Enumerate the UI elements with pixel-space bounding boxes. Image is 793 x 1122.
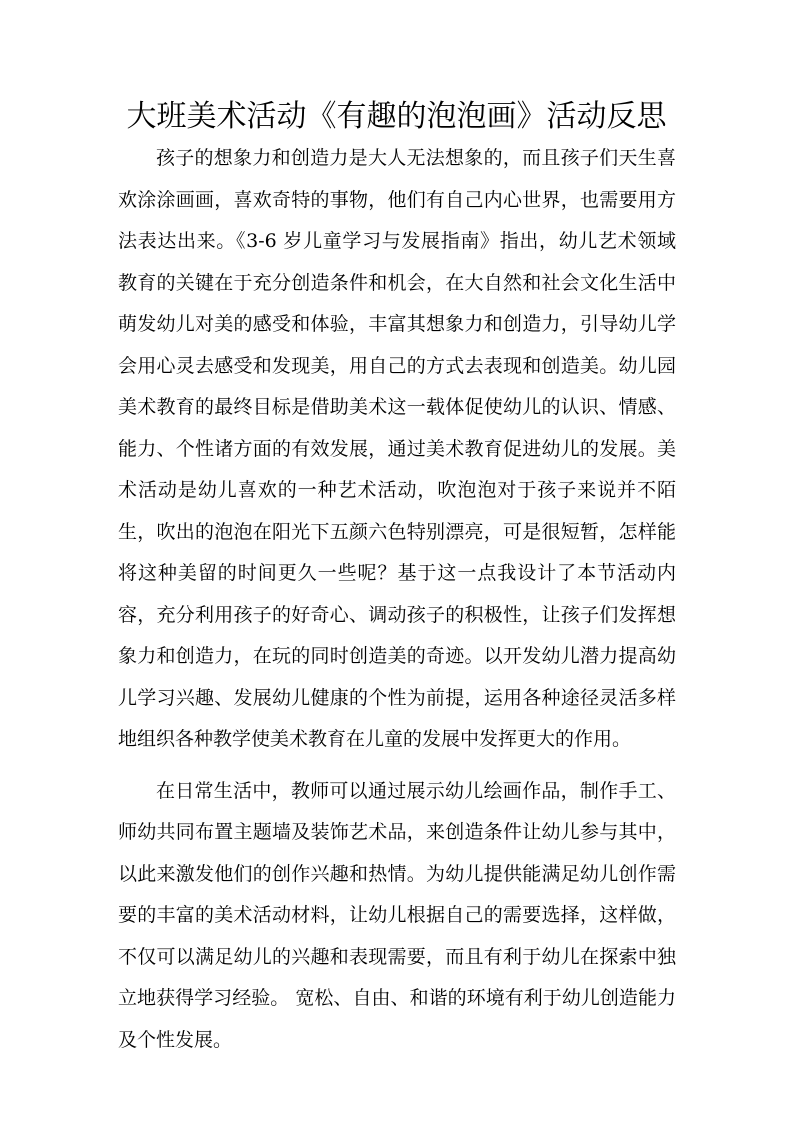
document-body bbox=[118, 138, 676, 1061]
document-title: 大班美术活动《有趣的泡泡画》活动反思 bbox=[126, 99, 667, 134]
paragraph-1: 孩子的想象力和创造力是大人无法想象的，而且孩子们天生喜欢涂涂画画，喜欢奇特的事物，他们有自己内心世界，也需要用方法表达出来。《3-6 岁儿童学习与发展指南》指出，幼儿艺术领域教育的关键在于充分创造条件和机会，在大自然和社会文化生活中萌发幼儿对美的感受和体验，丰富其想象力和创造力，引导幼儿学会用心灵去感受和发现美，用自己的方式去表现和创造美。幼儿园美术教育的最终目标是借助美术这一载体促使幼儿的认识、情感、能力、个性诸方面的有效发展，通过美术教育促进幼儿的发展。美术活动是幼儿喜欢的一种艺术活动，吹泡泡对于孩子来说并不陌生，吹出的泡泡在阳光下五颜六色特别漂亮，可是很短暂，怎样能将这种美留的时间更久一些呢？基于这一点我设计了本节活动内容，充分利用孩子的好奇心、调动孩子的积极性，让孩子们发挥想象力和创造力，在玩的同时创造美的奇迹。以开发幼儿潜力提高幼儿学习兴趣、发展幼儿健康的个性为前提，运用各种途径灵活多样地组织各种教学使美术教育在儿童的发展中发挥更大的作用。 bbox=[118, 147, 676, 750]
paragraph-2: 在日常生活中，教师可以通过展示幼儿绘画作品，制作手工、师幼共同布置主题墙及装饰艺术品，来创造条件让幼儿参与其中，以此来激发他们的创作兴趣和热情。为幼儿提供能满足幼儿创作需要的丰富的美术活动材料，让幼儿根据自己的需要选择，这样做，不仅可以满足幼儿的兴趣和表现需要，而且有利于幼儿在探索中独立地获得学习经验。 宽松、自由、和谐的环境有利于幼儿创造能力及个性发展。 bbox=[118, 779, 676, 1051]
